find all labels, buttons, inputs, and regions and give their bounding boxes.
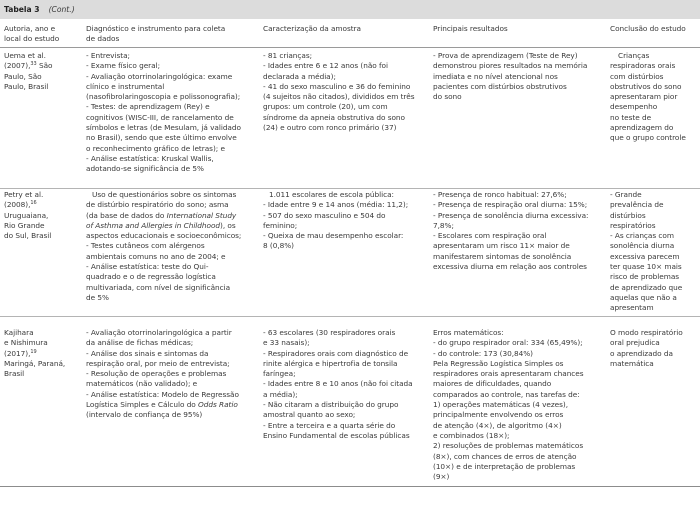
table-header [0,19,700,48]
table-bottom-rule [0,486,700,487]
cell-results: - Prova de aprendizagem (Teste de Rey) demonstrou piores resultados na memória imediata e no nível atencional nos pacientes com distúrbios obstrutivos do sono [433,51,588,102]
cell-sample: - 63 escolares (30 respiradores orais e 33 nasais); - Respiradores orais com diagnóstico de rinite alérgica e hipertrofia de tonsila faríngea; - Idades entre 8 e 10 anos (não foi citada a média); - Não citaram a distribuição do grupo amostral quanto ao sexo; - Entre a terceira e a quarta série do Ensino Fundamental de escolas públicas [263,328,413,440]
cell-author: Kajihara e Nishimura (2017),$^{19}$ Maringá, Paraná, Brasil [4,328,66,379]
cell-diagnostic: - Avaliação otorrinolaringológica a partir da análise de fichas médicas; - Análise dos sinais e sintomas da respiração oral, por meio de entrevista; - Resolução de operações e problemas matemáticos (não validado); e - Análise estatística: Modelo de Regressão Logística Simples e Cálculo do Odds Ratio (intervalo de confiança de 95%) [86,328,239,420]
header-author: Autoria, ano e local do estudo [4,24,60,44]
cell-author: Uema et al. (2007),$^{33}$ São Paulo, São Paulo, Brasil [4,51,53,91]
header-diagnostic: Diagnóstico e instrumento para coleta de dados [86,24,226,44]
cell-conclusion: - Grande prevalência de distúrbios respiratórios - As crianças com sonolência diurna excessiva parecem ter quase 10× mais risco de problemas de aprendizado que aquelas que não a apresentam [610,190,683,313]
cell-conclusion: Crianças respiradoras orais com distúrbios obstrutivos do sono apresentaram pior desempenho no teste de aprendizagem do que o grupo controle [610,51,686,143]
cell-diagnostic: Uso de questionários sobre os sintomas de distúrbio respiratório do sono; asma (da base de dados do International Study of Asthma and Allergies in Childhood), os aspectos educacionais e socioeconômicos; - Testes cutâneos com alérgenos ambientais comuns no ano de 2004; e - Análise estatística: teste do Qui- quadrado e o de regressão logística multivariada, com nível de significância de 5% [86,190,242,302]
table-caption [0,0,700,19]
header-sample: Caracterização da amostra [263,24,361,33]
header-results: Principais resultados [433,24,508,33]
row-divider [0,188,700,189]
table-continuation: (Cont.) [48,5,75,14]
header-conclusion: Conclusão do estudo [610,24,686,33]
cell-diagnostic: - Entrevista; - Exame físico geral; - Avaliação otorrinolaringológica: exame clínico e instrumental (nasofibrolaringoscopia e polissonografia); - Testes: de aprendizagem (Rey) e cognitivos (WISC-III, de rancelamento de símbolos e letras (de Mesulam, já validado no Brasil), sendo que este último envolve o reconhecimento gráfico de letras); e - Análise estatística: Kruskal Wallis, adotando-se significância de 5% [86,51,241,174]
row-divider [0,316,700,317]
cell-sample: - 81 crianças; - Idades entre 6 e 12 anos (não foi declarada a média); - 41 do sexo masculino e 36 do feminino (4 sujeitos não citados), divididos em três grupos: um controle (20), um com síndrome da apneia obstrutiva do sono (24) e outro com ronco primário (37) [263,51,415,133]
cell-results: - Presença de ronco habitual: 27,6%; - Presença de respiração oral diurna: 15%; - Presença de sonolência diurna excessiva: 7,8%; - Escolares com respiração oral apresentaram um risco 11× maior de manifestarem sintomas de sonolência excessiva diurna em relação aos controles [433,190,589,272]
table-label: Tabela 3 [4,5,40,14]
cell-sample: 1.011 escolares de escola pública: - Idade entre 9 e 14 anos (média: 11,2); - 507 do sexo masculino e 504 do feminino; - Queixa de mau desempenho escolar: 8 (0,8%) [263,190,409,251]
cell-results: Erros matemáticos: - do grupo respirador oral: 334 (65,49%); - do controle: 173 (30,84%) Pela Regressão Logística Simples os respiradores orais apresentaram chances maiores de dificuldades, quando comparados ao controle, nas tarefas de: 1) operações matemáticas (4 vezes), principalmente envolvendo os erros de atenção (4×), de algoritmo (4×) e combinados (18×); 2) resoluções de problemas matemáticos (8×), com chances de erros de atenção (10×) e de interpretação de problemas (9×) [433,328,584,482]
cell-author: Petry et al. (2008),$^{16}$ Uruguaiana, Rio Grande do Sul, Brasil [4,190,52,241]
cell-conclusion: O modo respiratório oral prejudica o aprendizado da matemática [610,328,683,368]
